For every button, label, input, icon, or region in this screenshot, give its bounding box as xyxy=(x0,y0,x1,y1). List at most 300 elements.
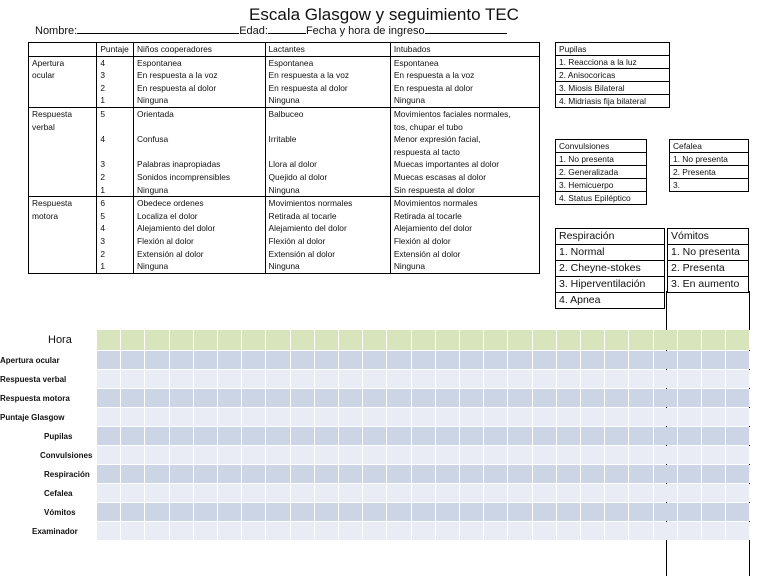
tracking-cell[interactable] xyxy=(315,427,339,445)
tracking-cell[interactable] xyxy=(605,522,629,540)
tracking-cell[interactable] xyxy=(508,427,532,445)
tracking-cell[interactable] xyxy=(218,351,242,369)
tracking-cell[interactable] xyxy=(242,446,266,464)
tracking-cell[interactable] xyxy=(339,351,363,369)
tracking-cell[interactable] xyxy=(339,408,363,426)
tracking-cell[interactable] xyxy=(170,370,194,388)
tracking-cell[interactable] xyxy=(629,351,653,369)
tracking-cell[interactable] xyxy=(242,503,266,521)
tracking-cell[interactable] xyxy=(218,370,242,388)
tracking-cell[interactable] xyxy=(702,522,726,540)
tracking-cell[interactable] xyxy=(557,503,581,521)
tracking-cell[interactable] xyxy=(218,408,242,426)
tracking-cell[interactable] xyxy=(533,446,557,464)
hora-cell[interactable] xyxy=(629,330,653,350)
tracking-cell[interactable] xyxy=(533,389,557,407)
tracking-cell[interactable] xyxy=(387,484,411,502)
tracking-cell[interactable] xyxy=(533,465,557,483)
tracking-cell[interactable] xyxy=(460,465,484,483)
tracking-cell[interactable] xyxy=(121,389,145,407)
tracking-cell[interactable] xyxy=(702,503,726,521)
tracking-cell[interactable] xyxy=(557,446,581,464)
tracking-cell[interactable] xyxy=(97,389,121,407)
tracking-cell[interactable] xyxy=(508,351,532,369)
tracking-cell[interactable] xyxy=(436,503,460,521)
tracking-cell[interactable] xyxy=(460,408,484,426)
tracking-cell[interactable] xyxy=(460,389,484,407)
tracking-cell[interactable] xyxy=(629,522,653,540)
hora-cell[interactable] xyxy=(581,330,605,350)
tracking-cell[interactable] xyxy=(557,484,581,502)
tracking-cell[interactable] xyxy=(605,389,629,407)
tracking-cell[interactable] xyxy=(242,484,266,502)
tracking-cell[interactable] xyxy=(339,446,363,464)
tracking-cell[interactable] xyxy=(194,351,218,369)
tracking-cell[interactable] xyxy=(194,465,218,483)
tracking-cell[interactable] xyxy=(412,465,436,483)
tracking-cell[interactable] xyxy=(484,351,508,369)
tracking-cell[interactable] xyxy=(145,446,169,464)
tracking-cell[interactable] xyxy=(702,484,726,502)
tracking-cell[interactable] xyxy=(121,370,145,388)
tracking-cell[interactable] xyxy=(363,484,387,502)
tracking-cell[interactable] xyxy=(242,408,266,426)
tracking-cell[interactable] xyxy=(339,503,363,521)
tracking-cell[interactable] xyxy=(387,465,411,483)
tracking-cell[interactable] xyxy=(436,465,460,483)
tracking-cell[interactable] xyxy=(678,503,702,521)
tracking-cell[interactable] xyxy=(629,484,653,502)
tracking-cell[interactable] xyxy=(194,446,218,464)
tracking-cell[interactable] xyxy=(291,503,315,521)
tracking-cell[interactable] xyxy=(654,427,678,445)
fecha-field[interactable] xyxy=(425,22,507,34)
tracking-cell[interactable] xyxy=(654,370,678,388)
tracking-cell[interactable] xyxy=(484,427,508,445)
tracking-cell[interactable] xyxy=(484,446,508,464)
tracking-cell[interactable] xyxy=(726,484,750,502)
tracking-cell[interactable] xyxy=(654,389,678,407)
tracking-cell[interactable] xyxy=(194,408,218,426)
hora-cell[interactable] xyxy=(726,330,750,350)
tracking-cell[interactable] xyxy=(145,522,169,540)
hora-cell[interactable] xyxy=(460,330,484,350)
tracking-cell[interactable] xyxy=(412,408,436,426)
pupilas-item-row xyxy=(556,95,670,108)
tracking-cell[interactable] xyxy=(145,427,169,445)
tracking-cell[interactable] xyxy=(315,351,339,369)
tracking-cell[interactable] xyxy=(460,427,484,445)
tracking-cell[interactable] xyxy=(557,522,581,540)
hora-cell[interactable] xyxy=(339,330,363,350)
tracking-cell[interactable] xyxy=(266,503,290,521)
hora-cell[interactable] xyxy=(145,330,169,350)
tracking-cell[interactable] xyxy=(460,522,484,540)
tracking-cell[interactable] xyxy=(291,370,315,388)
tracking-cell[interactable] xyxy=(218,389,242,407)
tracking-cell[interactable] xyxy=(242,370,266,388)
hora-cell[interactable] xyxy=(605,330,629,350)
tracking-cell[interactable] xyxy=(266,408,290,426)
tracking-cell[interactable] xyxy=(291,389,315,407)
tracking-cell[interactable] xyxy=(557,427,581,445)
glasgow-header-cell: Lactantes xyxy=(265,43,390,57)
tracking-cell[interactable] xyxy=(363,351,387,369)
tracking-cell[interactable] xyxy=(170,351,194,369)
tracking-cell[interactable] xyxy=(533,351,557,369)
tracking-cell[interactable] xyxy=(629,427,653,445)
tracking-cell[interactable] xyxy=(218,446,242,464)
tracking-cell[interactable] xyxy=(484,465,508,483)
tracking-cell[interactable] xyxy=(460,351,484,369)
tracking-cell[interactable] xyxy=(460,503,484,521)
tracking-cell[interactable] xyxy=(654,351,678,369)
tracking-cell[interactable] xyxy=(629,446,653,464)
tracking-cell[interactable] xyxy=(218,503,242,521)
tracking-cell[interactable] xyxy=(726,351,750,369)
hora-cell[interactable] xyxy=(654,330,678,350)
tracking-cell[interactable] xyxy=(702,351,726,369)
tracking-cell[interactable] xyxy=(121,408,145,426)
tracking-cell[interactable] xyxy=(291,351,315,369)
tracking-cell[interactable] xyxy=(145,389,169,407)
tracking-cell[interactable] xyxy=(266,465,290,483)
tracking-cell[interactable] xyxy=(605,446,629,464)
tracking-cell[interactable] xyxy=(266,484,290,502)
tracking-cell[interactable] xyxy=(218,522,242,540)
tracking-cell[interactable] xyxy=(581,351,605,369)
tracking-cell[interactable] xyxy=(678,484,702,502)
edad-field[interactable] xyxy=(268,22,306,34)
tracking-cell[interactable] xyxy=(460,370,484,388)
hora-cell[interactable] xyxy=(242,330,266,350)
tracking-cell[interactable] xyxy=(315,484,339,502)
tracking-cell[interactable] xyxy=(508,465,532,483)
tracking-cell[interactable] xyxy=(387,351,411,369)
tracking-cell[interactable] xyxy=(605,427,629,445)
nombre-field[interactable] xyxy=(77,22,239,34)
tracking-cell[interactable] xyxy=(170,427,194,445)
tracking-cell[interactable] xyxy=(581,408,605,426)
hora-cell[interactable] xyxy=(121,330,145,350)
tracking-cell[interactable] xyxy=(266,522,290,540)
tracking-cell[interactable] xyxy=(702,427,726,445)
tracking-cell[interactable] xyxy=(315,389,339,407)
tracking-cell[interactable] xyxy=(339,484,363,502)
tracking-cell[interactable] xyxy=(194,370,218,388)
tracking-cell[interactable] xyxy=(605,484,629,502)
tracking-cell[interactable] xyxy=(557,465,581,483)
tracking-cell[interactable] xyxy=(533,370,557,388)
tracking-cell[interactable] xyxy=(484,484,508,502)
tracking-cell[interactable] xyxy=(533,408,557,426)
hora-cell[interactable] xyxy=(266,330,290,350)
tracking-cell[interactable] xyxy=(726,408,750,426)
tracking-cell[interactable] xyxy=(194,389,218,407)
hora-cell[interactable] xyxy=(194,330,218,350)
tracking-cell[interactable] xyxy=(557,389,581,407)
tracking-cell[interactable] xyxy=(194,503,218,521)
tracking-cell[interactable] xyxy=(581,389,605,407)
tracking-cell[interactable] xyxy=(387,389,411,407)
tracking-cell[interactable] xyxy=(605,465,629,483)
hora-cell[interactable] xyxy=(533,330,557,350)
tracking-cell[interactable] xyxy=(339,522,363,540)
tracking-cell[interactable] xyxy=(266,370,290,388)
tracking-cell[interactable] xyxy=(726,503,750,521)
glasgow-header-cell: Intubados xyxy=(390,43,539,57)
tracking-cell[interactable] xyxy=(363,522,387,540)
glasgow-cell: Espontanea xyxy=(134,56,266,69)
tracking-cell[interactable] xyxy=(581,465,605,483)
tracking-cell[interactable] xyxy=(412,484,436,502)
tracking-cell[interactable] xyxy=(436,408,460,426)
tracking-cell[interactable] xyxy=(218,427,242,445)
tracking-cell[interactable] xyxy=(702,370,726,388)
tracking-cell[interactable] xyxy=(484,408,508,426)
tracking-cell[interactable] xyxy=(605,351,629,369)
tracking-cell[interactable] xyxy=(533,427,557,445)
tracking-cell[interactable] xyxy=(436,351,460,369)
hora-cell[interactable] xyxy=(412,330,436,350)
hora-cell[interactable] xyxy=(170,330,194,350)
tracking-cell[interactable] xyxy=(387,522,411,540)
tracking-cell[interactable] xyxy=(170,389,194,407)
tracking-cell[interactable] xyxy=(557,370,581,388)
tracking-cell[interactable] xyxy=(654,408,678,426)
tracking-cell[interactable] xyxy=(194,427,218,445)
tracking-cell[interactable] xyxy=(508,446,532,464)
tracking-cell[interactable] xyxy=(291,522,315,540)
tracking-cell[interactable] xyxy=(654,484,678,502)
tracking-cell[interactable] xyxy=(387,408,411,426)
hora-cell[interactable] xyxy=(363,330,387,350)
glasgow-cell: 2 xyxy=(97,171,134,184)
tracking-cell[interactable] xyxy=(315,503,339,521)
tracking-cell[interactable] xyxy=(629,465,653,483)
tracking-cell[interactable] xyxy=(242,522,266,540)
tracking-cell[interactable] xyxy=(581,370,605,388)
tracking-cell[interactable] xyxy=(508,408,532,426)
tracking-cell[interactable] xyxy=(436,370,460,388)
tracking-cell[interactable] xyxy=(387,503,411,521)
hora-cell[interactable] xyxy=(678,330,702,350)
tracking-cell[interactable] xyxy=(654,465,678,483)
tracking-cell[interactable] xyxy=(557,351,581,369)
tracking-cell[interactable] xyxy=(678,389,702,407)
tracking-cell[interactable] xyxy=(339,370,363,388)
tracking-cell[interactable] xyxy=(629,389,653,407)
tracking-cell[interactable] xyxy=(412,351,436,369)
tracking-cell[interactable] xyxy=(726,370,750,388)
glasgow-cell xyxy=(97,121,134,134)
hora-cell[interactable] xyxy=(387,330,411,350)
tracking-cell[interactable] xyxy=(436,446,460,464)
tracking-cell[interactable] xyxy=(412,503,436,521)
tracking-cell[interactable] xyxy=(145,351,169,369)
tracking-cell[interactable] xyxy=(605,408,629,426)
tracking-cell[interactable] xyxy=(533,484,557,502)
tracking-cell[interactable] xyxy=(678,351,702,369)
tracking-cell[interactable] xyxy=(145,370,169,388)
tracking-cell[interactable] xyxy=(412,370,436,388)
tracking-cell[interactable] xyxy=(436,389,460,407)
tracking-cell[interactable] xyxy=(218,465,242,483)
glasgow-section-label: ocular xyxy=(29,69,97,82)
tracking-cell[interactable] xyxy=(726,522,750,540)
tracking-cell[interactable] xyxy=(654,503,678,521)
tracking-cell[interactable] xyxy=(412,446,436,464)
tracking-cell[interactable] xyxy=(581,446,605,464)
tracking-cell[interactable] xyxy=(242,389,266,407)
tracking-cell[interactable] xyxy=(702,389,726,407)
hora-cell[interactable] xyxy=(557,330,581,350)
tracking-cell[interactable] xyxy=(436,484,460,502)
tracking-cell[interactable] xyxy=(533,522,557,540)
tracking-cell[interactable] xyxy=(291,427,315,445)
tracking-cell[interactable] xyxy=(387,427,411,445)
tracking-cell[interactable] xyxy=(363,427,387,445)
tracking-cell[interactable] xyxy=(121,351,145,369)
tracking-cell[interactable] xyxy=(339,389,363,407)
tracking-cell[interactable] xyxy=(291,446,315,464)
tracking-cell[interactable] xyxy=(315,408,339,426)
tracking-cell[interactable] xyxy=(266,389,290,407)
tracking-cell[interactable] xyxy=(266,351,290,369)
tracking-cell[interactable] xyxy=(145,408,169,426)
tracking-cell[interactable] xyxy=(726,446,750,464)
tracking-cell[interactable] xyxy=(484,389,508,407)
tracking-cell[interactable] xyxy=(266,427,290,445)
tracking-cell[interactable] xyxy=(363,389,387,407)
vomitos-title-row xyxy=(668,229,749,245)
tracking-cell[interactable] xyxy=(242,351,266,369)
tracking-cell[interactable] xyxy=(97,408,121,426)
hora-cell[interactable] xyxy=(315,330,339,350)
tracking-cell[interactable] xyxy=(508,522,532,540)
tracking-cell[interactable] xyxy=(218,484,242,502)
tracking-cell[interactable] xyxy=(508,370,532,388)
tracking-cell[interactable] xyxy=(170,446,194,464)
tracking-cell[interactable] xyxy=(170,408,194,426)
tracking-cell[interactable] xyxy=(145,503,169,521)
tracking-cell[interactable] xyxy=(605,370,629,388)
tracking-cell[interactable] xyxy=(170,484,194,502)
hora-cell[interactable] xyxy=(436,330,460,350)
tracking-cell[interactable] xyxy=(678,408,702,426)
tracking-cell[interactable] xyxy=(339,465,363,483)
tracking-cell[interactable] xyxy=(170,465,194,483)
tracking-cell[interactable] xyxy=(363,446,387,464)
hora-cell[interactable] xyxy=(484,330,508,350)
tracking-cell[interactable] xyxy=(678,370,702,388)
tracking-cell[interactable] xyxy=(484,522,508,540)
tracking-cell[interactable] xyxy=(170,522,194,540)
tracking-cell[interactable] xyxy=(508,484,532,502)
tracking-cell[interactable] xyxy=(629,503,653,521)
tracking-cell[interactable] xyxy=(726,427,750,445)
tracking-cell[interactable] xyxy=(266,446,290,464)
tracking-cell[interactable] xyxy=(460,446,484,464)
tracking-cell[interactable] xyxy=(605,503,629,521)
tracking-cell[interactable] xyxy=(460,484,484,502)
tracking-cell[interactable] xyxy=(412,389,436,407)
glasgow-row xyxy=(29,158,540,171)
tracking-cell[interactable] xyxy=(97,351,121,369)
tracking-cell[interactable] xyxy=(557,408,581,426)
tracking-cell[interactable] xyxy=(363,503,387,521)
tracking-cell[interactable] xyxy=(678,427,702,445)
tracking-cell[interactable] xyxy=(412,427,436,445)
tracking-cell[interactable] xyxy=(145,465,169,483)
tracking-cell[interactable] xyxy=(726,389,750,407)
tracking-cell[interactable] xyxy=(363,408,387,426)
tracking-cell[interactable] xyxy=(702,465,726,483)
tracking-cell[interactable] xyxy=(339,427,363,445)
tracking-cell[interactable] xyxy=(170,503,194,521)
tracking-cell[interactable] xyxy=(533,503,557,521)
tracking-cell[interactable] xyxy=(629,408,653,426)
tracking-cell[interactable] xyxy=(315,446,339,464)
tracking-cell[interactable] xyxy=(242,427,266,445)
tracking-cell[interactable] xyxy=(436,522,460,540)
tracking-cell[interactable] xyxy=(412,522,436,540)
tracking-cell[interactable] xyxy=(508,389,532,407)
tracking-cell[interactable] xyxy=(194,484,218,502)
tracking-cell[interactable] xyxy=(291,465,315,483)
tracking-cell[interactable] xyxy=(145,484,169,502)
tracking-row-label: Respiración xyxy=(44,470,90,479)
tracking-cell[interactable] xyxy=(678,465,702,483)
hora-cell[interactable] xyxy=(218,330,242,350)
tracking-cell[interactable] xyxy=(315,522,339,540)
glasgow-cell: Flexión al dolor xyxy=(390,235,539,248)
hora-cell[interactable] xyxy=(702,330,726,350)
hora-cell[interactable] xyxy=(508,330,532,350)
tracking-cell[interactable] xyxy=(484,370,508,388)
tracking-cell[interactable] xyxy=(581,503,605,521)
tracking-cell[interactable] xyxy=(702,408,726,426)
tracking-cell[interactable] xyxy=(726,465,750,483)
tracking-cell[interactable] xyxy=(702,446,726,464)
tracking-cell[interactable] xyxy=(315,465,339,483)
tracking-cell[interactable] xyxy=(363,370,387,388)
tracking-cell[interactable] xyxy=(291,484,315,502)
tracking-cell[interactable] xyxy=(678,446,702,464)
tracking-cell[interactable] xyxy=(629,370,653,388)
tracking-cell[interactable] xyxy=(194,522,218,540)
tracking-cell[interactable] xyxy=(654,522,678,540)
tracking-cell[interactable] xyxy=(581,484,605,502)
tracking-cell[interactable] xyxy=(508,503,532,521)
tracking-cell[interactable] xyxy=(581,522,605,540)
tracking-cell[interactable] xyxy=(581,427,605,445)
tracking-cell[interactable] xyxy=(387,446,411,464)
tracking-row-label: Apertura ocular xyxy=(0,356,60,365)
tracking-cell[interactable] xyxy=(484,503,508,521)
tracking-cell[interactable] xyxy=(654,446,678,464)
hora-cell[interactable] xyxy=(97,330,121,350)
tracking-cell[interactable] xyxy=(242,465,266,483)
tracking-cell[interactable] xyxy=(291,408,315,426)
tracking-cell[interactable] xyxy=(436,427,460,445)
tracking-cell[interactable] xyxy=(678,522,702,540)
tracking-cell[interactable] xyxy=(363,465,387,483)
tracking-cell[interactable] xyxy=(387,370,411,388)
hora-cell[interactable] xyxy=(291,330,315,350)
tracking-cell[interactable] xyxy=(315,370,339,388)
tracking-cell[interactable] xyxy=(97,370,121,388)
